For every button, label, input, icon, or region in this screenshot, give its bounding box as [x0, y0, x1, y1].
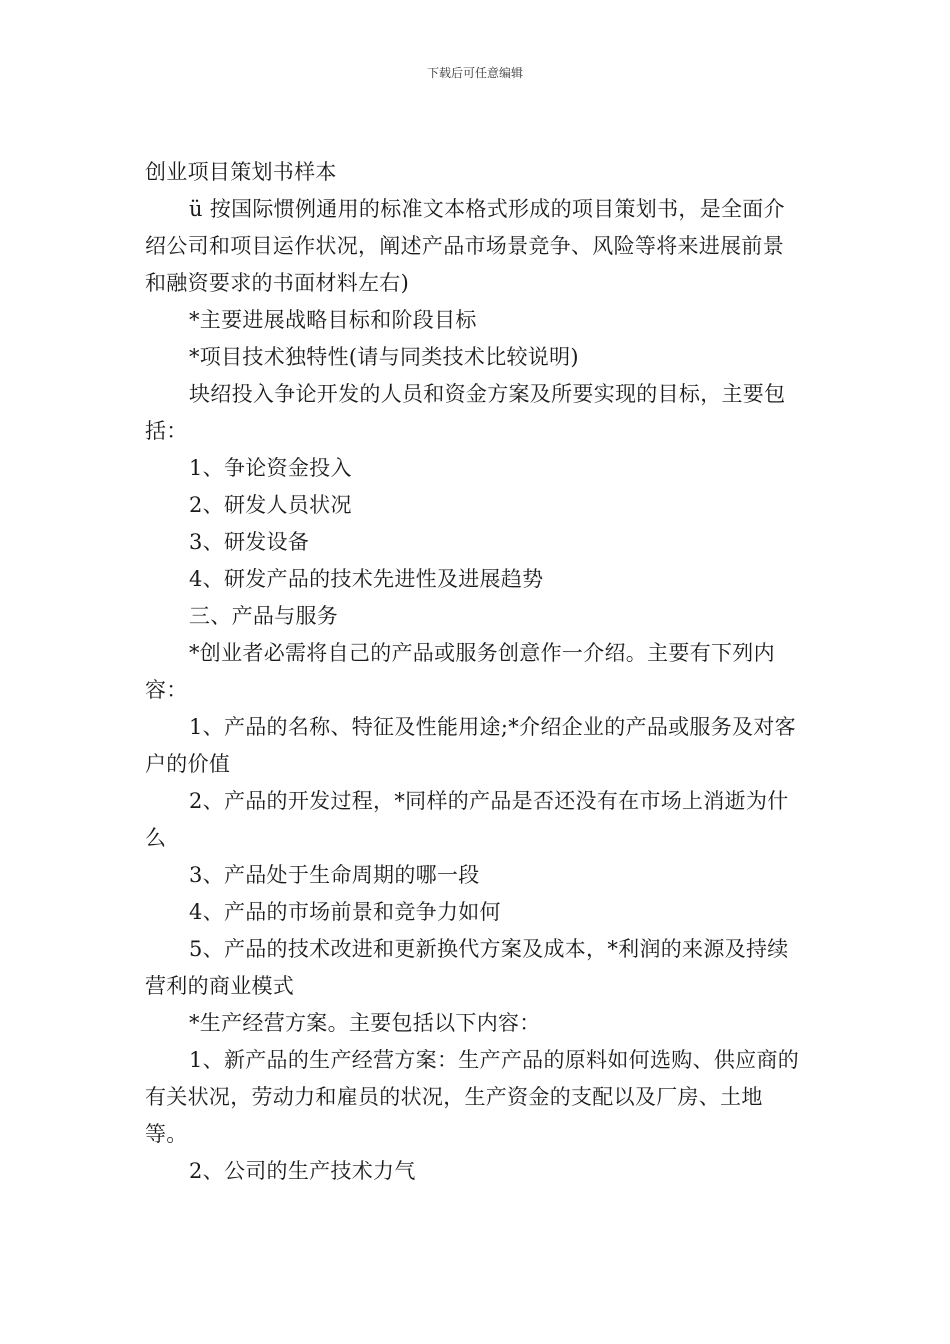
- list-item: 3、产品处于生命周期的哪一段: [189, 863, 480, 887]
- paragraph: *主要进展战略目标和阶段目标: [189, 308, 477, 332]
- list-item: 5、产品的技术改进和更新换代方案及成本，*利润的来源及持续营利的商业模式: [145, 937, 789, 998]
- list-item: 2、产品的开发过程，*同样的产品是否还没有在市场上消逝为什么: [145, 789, 789, 850]
- paragraph: *创业者必需将自己的产品或服务创意作一介绍。主要有下列内容：: [145, 641, 775, 702]
- paragraph: 块绍投入争论开发的人员和资金方案及所要实现的目标，主要包括：: [145, 382, 786, 443]
- document-body: [145, 154, 805, 1190]
- list-item: 1、新产品的生产经营方案：生产产品的原料如何选购、供应商的有关状况，劳动力和雇员的状况，生产资金的支配以及厂房、土地等。: [145, 1048, 800, 1146]
- list-item: 1、争论资金投入: [189, 456, 352, 480]
- list-item: 1、产品的名称、特征及性能用途;*介绍企业的产品或服务及对客户的价值: [145, 715, 796, 776]
- document-title: 创业项目策划书样本: [145, 160, 337, 184]
- list-item: 4、研发产品的技术先进性及进展趋势: [189, 567, 544, 591]
- list-item: 2、公司的生产技术力气: [189, 1159, 416, 1183]
- list-item: 4、产品的市场前景和竞争力如何: [189, 900, 501, 924]
- paragraph: *项目技术独特性(请与同类技术比较说明): [189, 345, 579, 369]
- paragraph: ü 按国际惯例通用的标准文本格式形成的项目策划书，是全面介绍公司和项目运作状况，阐述产品市场景竞争、风险等将来进展前景和融资要求的书面材料左右): [145, 197, 785, 295]
- header-note: 下载后可任意编辑: [426, 66, 523, 80]
- list-item: 2、研发人员状况: [189, 493, 352, 517]
- paragraph: *生产经营方案。主要包括以下内容：: [189, 1011, 541, 1035]
- section-heading: 三、产品与服务: [189, 604, 339, 628]
- list-item: 3、研发设备: [189, 530, 310, 554]
